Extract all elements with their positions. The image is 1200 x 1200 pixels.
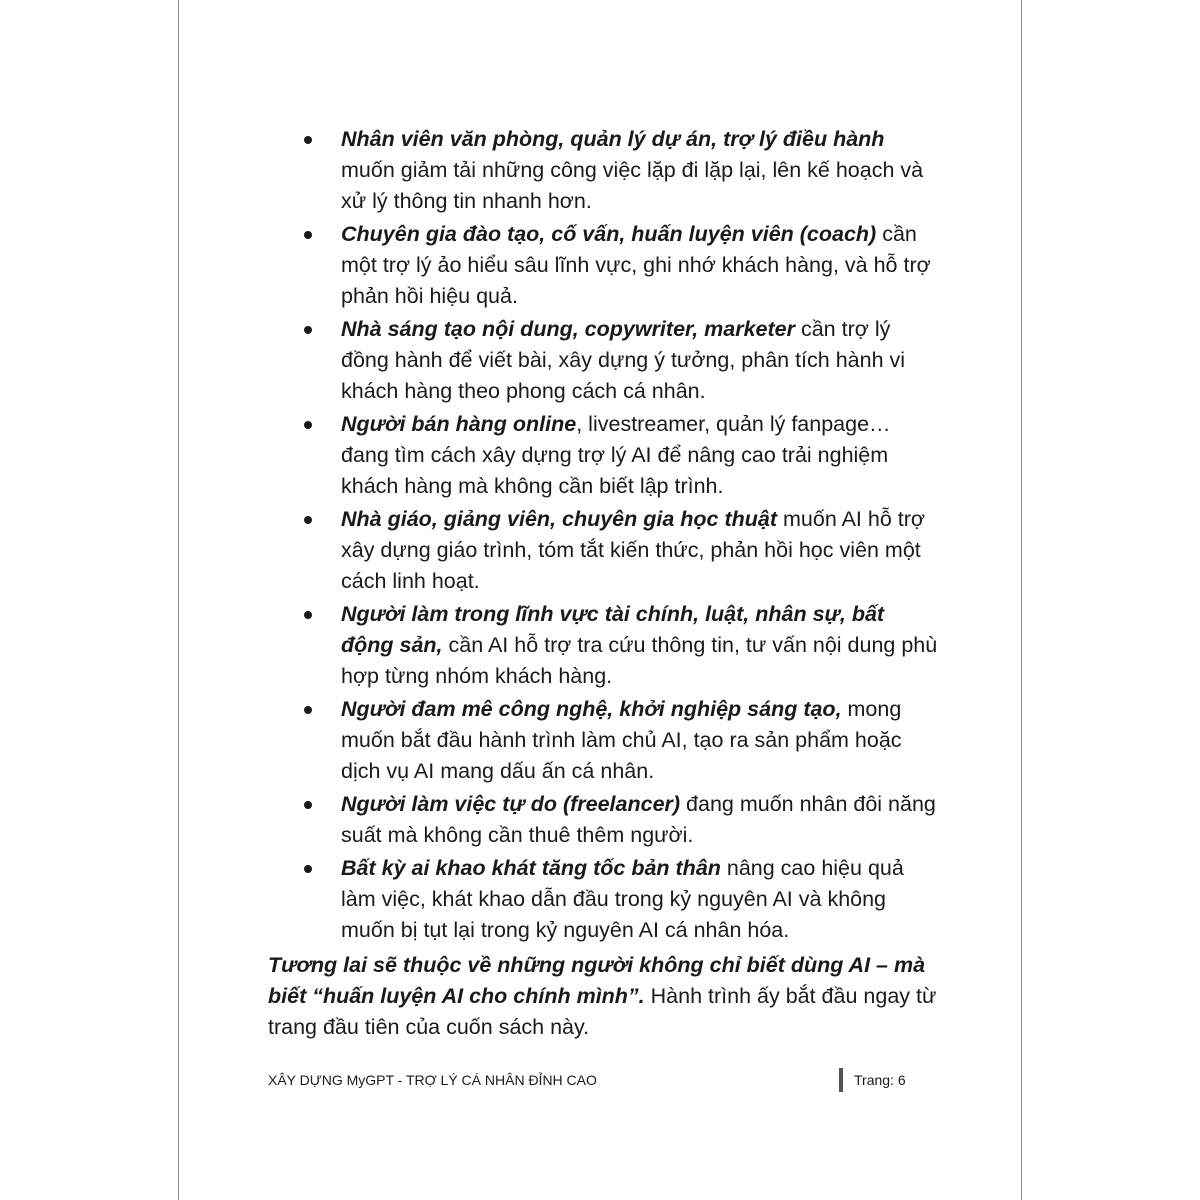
- list-item: [268, 789, 938, 851]
- closing-text: Hành trình ấy bắt đầu ngay từ trang đầu tiên của cuốn sách này.: [268, 984, 937, 1039]
- closing-emphasis: Tương lai sẽ thuộc về những người không chỉ biết dùng AI – mà biết “huấn luyện AI cho chính mình”.: [268, 953, 926, 1008]
- bullet-icon: [304, 231, 312, 239]
- item-emphasis: Bất kỳ ai khao khát tăng tốc bản thân: [341, 856, 721, 880]
- item-emphasis: Nhân viên văn phòng, quản lý dự án, trợ lý điều hành: [341, 127, 885, 151]
- item-emphasis: Người làm việc tự do (freelancer): [341, 792, 681, 816]
- item-emphasis: Nhà giáo, giảng viên, chuyên gia học thuật: [341, 507, 778, 531]
- list-item: [268, 504, 938, 597]
- audience-list: [268, 124, 938, 946]
- bullet-icon: [304, 326, 312, 334]
- item-emphasis: Người làm trong lĩnh vực tài chính, luật, nhân sự, bất động sản,: [341, 602, 885, 657]
- list-item: [268, 599, 938, 692]
- bullet-icon: [304, 865, 312, 873]
- bullet-icon: [304, 136, 312, 144]
- book-title: XÂY DỰNG MyGPT - TRỢ LÝ CÁ NHÂN ĐỈNH CAO: [268, 1072, 597, 1088]
- page-number: Trang: 6: [854, 1072, 906, 1088]
- item-emphasis: Nhà sáng tạo nội dung, copywriter, marketer: [341, 317, 795, 341]
- item-text: muốn AI hỗ trợ xây dựng giáo trình, tóm tắt kiến thức, phản hồi học viên một cách linh hoạt.: [341, 507, 925, 593]
- item-text: mong muốn bắt đầu hành trình làm chủ AI, tạo ra sản phẩm hoặc dịch vụ AI mang dấu ấn cá nhân.: [341, 697, 902, 783]
- bullet-icon: [304, 516, 312, 524]
- item-emphasis: Người bán hàng online: [341, 412, 577, 436]
- bullet-icon: [304, 421, 312, 429]
- bullet-icon: [304, 706, 312, 714]
- closing-paragraph: [268, 950, 938, 1043]
- list-item: [268, 314, 938, 407]
- bullet-icon: [304, 801, 312, 809]
- list-item: [268, 124, 938, 217]
- item-emphasis: Người đam mê công nghệ, khởi nghiệp sáng tạo,: [341, 697, 842, 721]
- list-item: [268, 853, 938, 946]
- item-emphasis: Chuyên gia đào tạo, cố vấn, huấn luyện viên (coach): [341, 222, 877, 246]
- item-text: , livestreamer, quản lý fanpage… đang tìm cách xây dựng trợ lý AI để nâng cao trải nghiệm khách hàng mà không cần biết lập trình.: [341, 412, 891, 498]
- item-text: đang muốn nhân đôi năng suất mà không cần thuê thêm người.: [341, 792, 936, 847]
- item-text: cần một trợ lý ảo hiểu sâu lĩnh vực, ghi nhớ khách hàng, và hỗ trợ phản hồi hiệu quả.: [341, 222, 931, 308]
- item-text: cần trợ lý đồng hành để viết bài, xây dựng ý tưởng, phân tích hành vi khách hàng theo phong cách cá nhân.: [341, 317, 906, 403]
- item-text: nâng cao hiệu quả làm việc, khát khao dẫn đầu trong kỷ nguyên AI và không muốn bị tụt lại trong kỷ nguyên AI cá nhân hóa.: [341, 856, 904, 942]
- item-text: cần AI hỗ trợ tra cứu thông tin, tư vấn nội dung phù hợp từng nhóm khách hàng.: [341, 633, 938, 688]
- list-item: [268, 409, 938, 502]
- footer-divider: [839, 1068, 843, 1092]
- list-item: [268, 219, 938, 312]
- item-text: muốn giảm tải những công việc lặp đi lặp lại, lên kế hoạch và xử lý thông tin nhanh hơn.: [341, 158, 924, 213]
- page-footer: [268, 1068, 908, 1094]
- list-item: [268, 694, 938, 787]
- page-content: [268, 124, 938, 1065]
- bullet-icon: [304, 611, 312, 619]
